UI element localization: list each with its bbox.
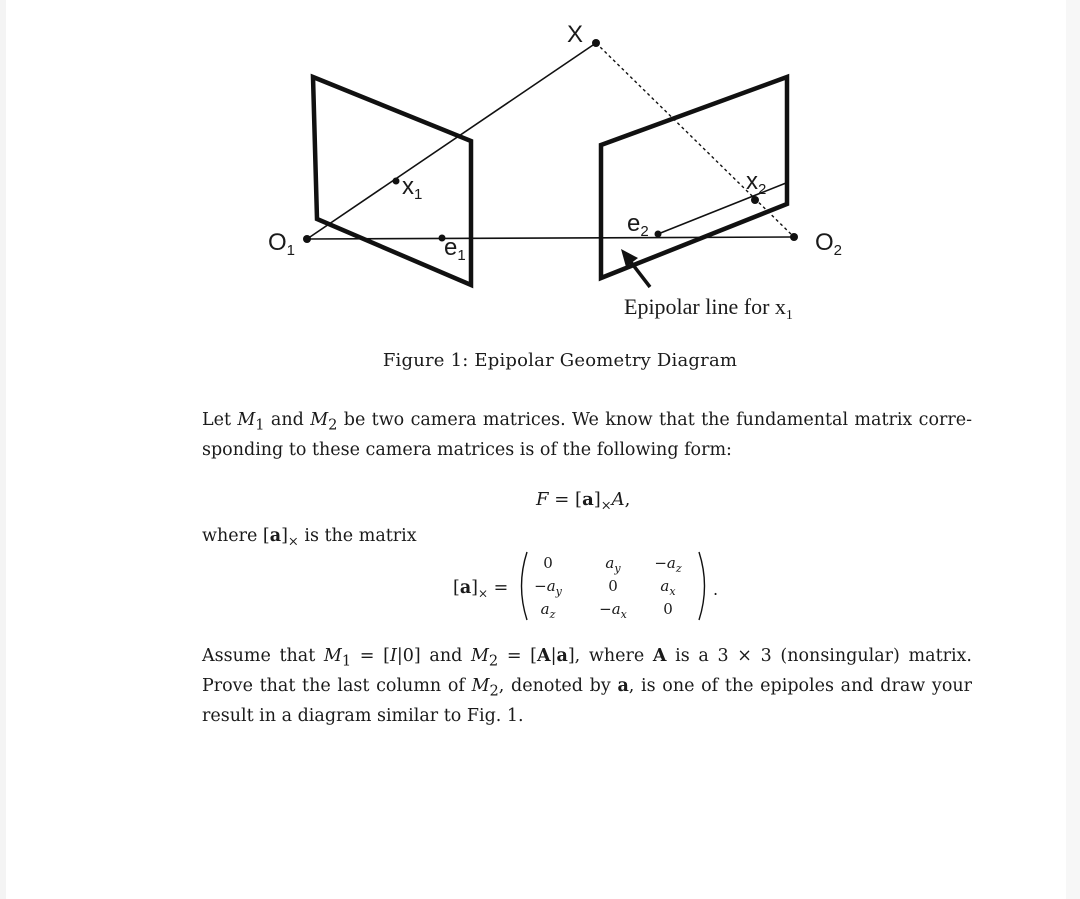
ray-o2-to-x-dashed (596, 43, 794, 237)
label-X: X (567, 21, 584, 48)
matrix-cell: $-a_z$ (654, 554, 682, 575)
label-e2: e2 (627, 210, 649, 240)
label-e1: e1 (444, 234, 466, 264)
fundamental-matrix-equation: $F = [a]_\times A$, (536, 489, 631, 514)
point-O1 (303, 235, 311, 243)
baseline (307, 237, 794, 239)
label-O1: O1 (268, 229, 296, 259)
point-X (592, 39, 600, 47)
figure-caption: Figure 1: Epipolar Geometry Diagram (382, 350, 738, 371)
paragraph-problem: Assume that $M_1 = [I|0]$ and $M_2 = [A|a]$, where A is a 3 × 3 (nonsingular) matrix. Prove that the last column of $M_2$, denoted by a, is one of the epipoles and draw your result in a diagram similar to Fig. 1. (202, 646, 972, 726)
matrix-cell: $a_x$ (660, 577, 676, 598)
matrix-period: . (713, 580, 719, 599)
matrix-cell: $a_y$ (605, 554, 621, 575)
matrix-cell: $a_z$ (540, 600, 556, 621)
point-x1 (393, 178, 400, 185)
matrix-cell: 0 (663, 600, 673, 618)
epipolar-line (658, 183, 786, 234)
right-image-plane (601, 77, 787, 278)
label-O2: O2 (815, 229, 843, 259)
paragraph-intro: Let $M_1$ and $M_2$ be two camera matrices. We know that the fundamental matrix corre- sponding to these camera matrices is of the following form: (202, 410, 972, 460)
matrix-cell: 0 (543, 554, 553, 572)
matrix-cell: $-a_x$ (599, 600, 627, 621)
point-O2 (790, 233, 798, 241)
matrix-right-paren (697, 550, 711, 622)
label-x1: x1 (402, 173, 423, 203)
where-text: where $[a]_\times$ is the matrix (202, 526, 417, 550)
matrix-cell: $-a_y$ (534, 577, 562, 598)
label-epipolar-line: Epipolar line for x1 (624, 294, 793, 323)
epipolar-geometry-figure (0, 0, 1080, 340)
point-e2 (655, 231, 662, 238)
matrix-lhs: $[a]_\times$ = (453, 578, 509, 601)
ray-o1-to-x (307, 43, 596, 239)
matrix-cell: 0 (608, 577, 618, 595)
label-x2: x2 (746, 168, 767, 198)
